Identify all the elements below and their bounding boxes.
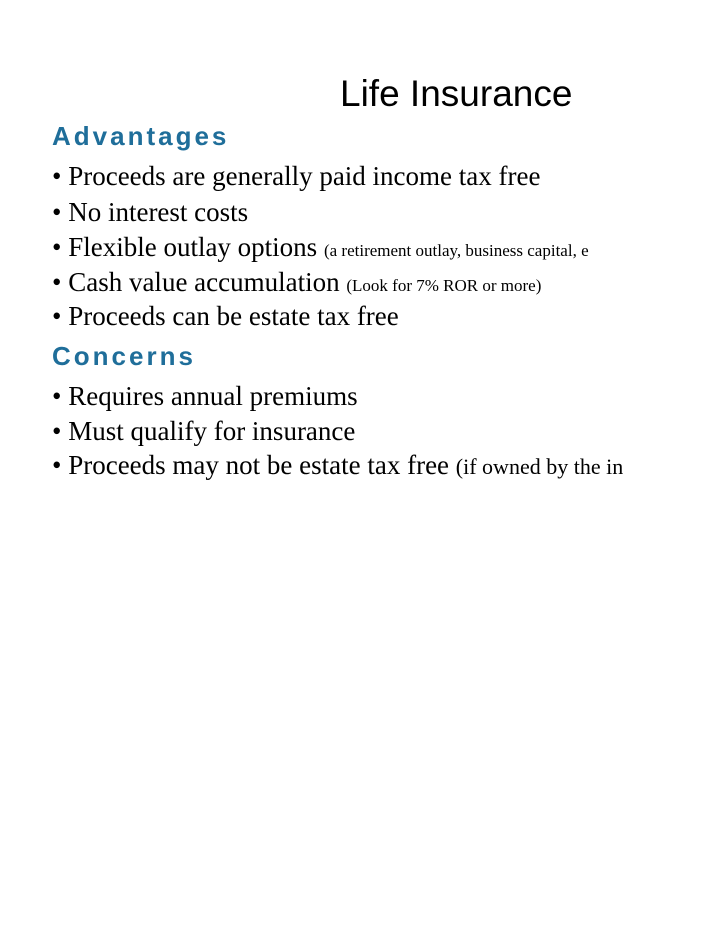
advantage-item-note: (a retirement outlay, business capital, e xyxy=(323,241,589,260)
advantages-heading: Advantages xyxy=(52,121,230,151)
advantage-item-note: (Look for 7% ROR or more) xyxy=(346,276,542,295)
concern-item-text: • Requires annual premiums xyxy=(52,381,358,411)
concern-item-text: • Proceeds may not be estate tax free xyxy=(52,450,456,480)
advantage-item-text: • Proceeds are generally paid income tax free xyxy=(52,161,541,191)
concern-item-text: • Must qualify for insurance xyxy=(52,416,356,446)
concern-item xyxy=(52,449,623,483)
advantage-item-text: • Flexible outlay options xyxy=(52,232,324,262)
advantage-item-text: • Cash value accumulation xyxy=(52,267,347,297)
advantage-item-text: • No interest costs xyxy=(52,197,249,227)
advantage-item-text: • Proceeds can be estate tax free xyxy=(52,301,399,331)
concern-item xyxy=(52,380,358,412)
advantage-item xyxy=(52,160,540,192)
slide-title: Life Insurance xyxy=(340,73,573,114)
concern-item-note: (if owned by the in xyxy=(455,454,624,479)
advantage-item xyxy=(52,300,399,332)
concern-item xyxy=(52,415,355,447)
concerns-heading: Concerns xyxy=(52,341,196,371)
advantage-item xyxy=(52,266,541,302)
advantage-item xyxy=(52,196,248,228)
advantage-item xyxy=(52,231,589,267)
